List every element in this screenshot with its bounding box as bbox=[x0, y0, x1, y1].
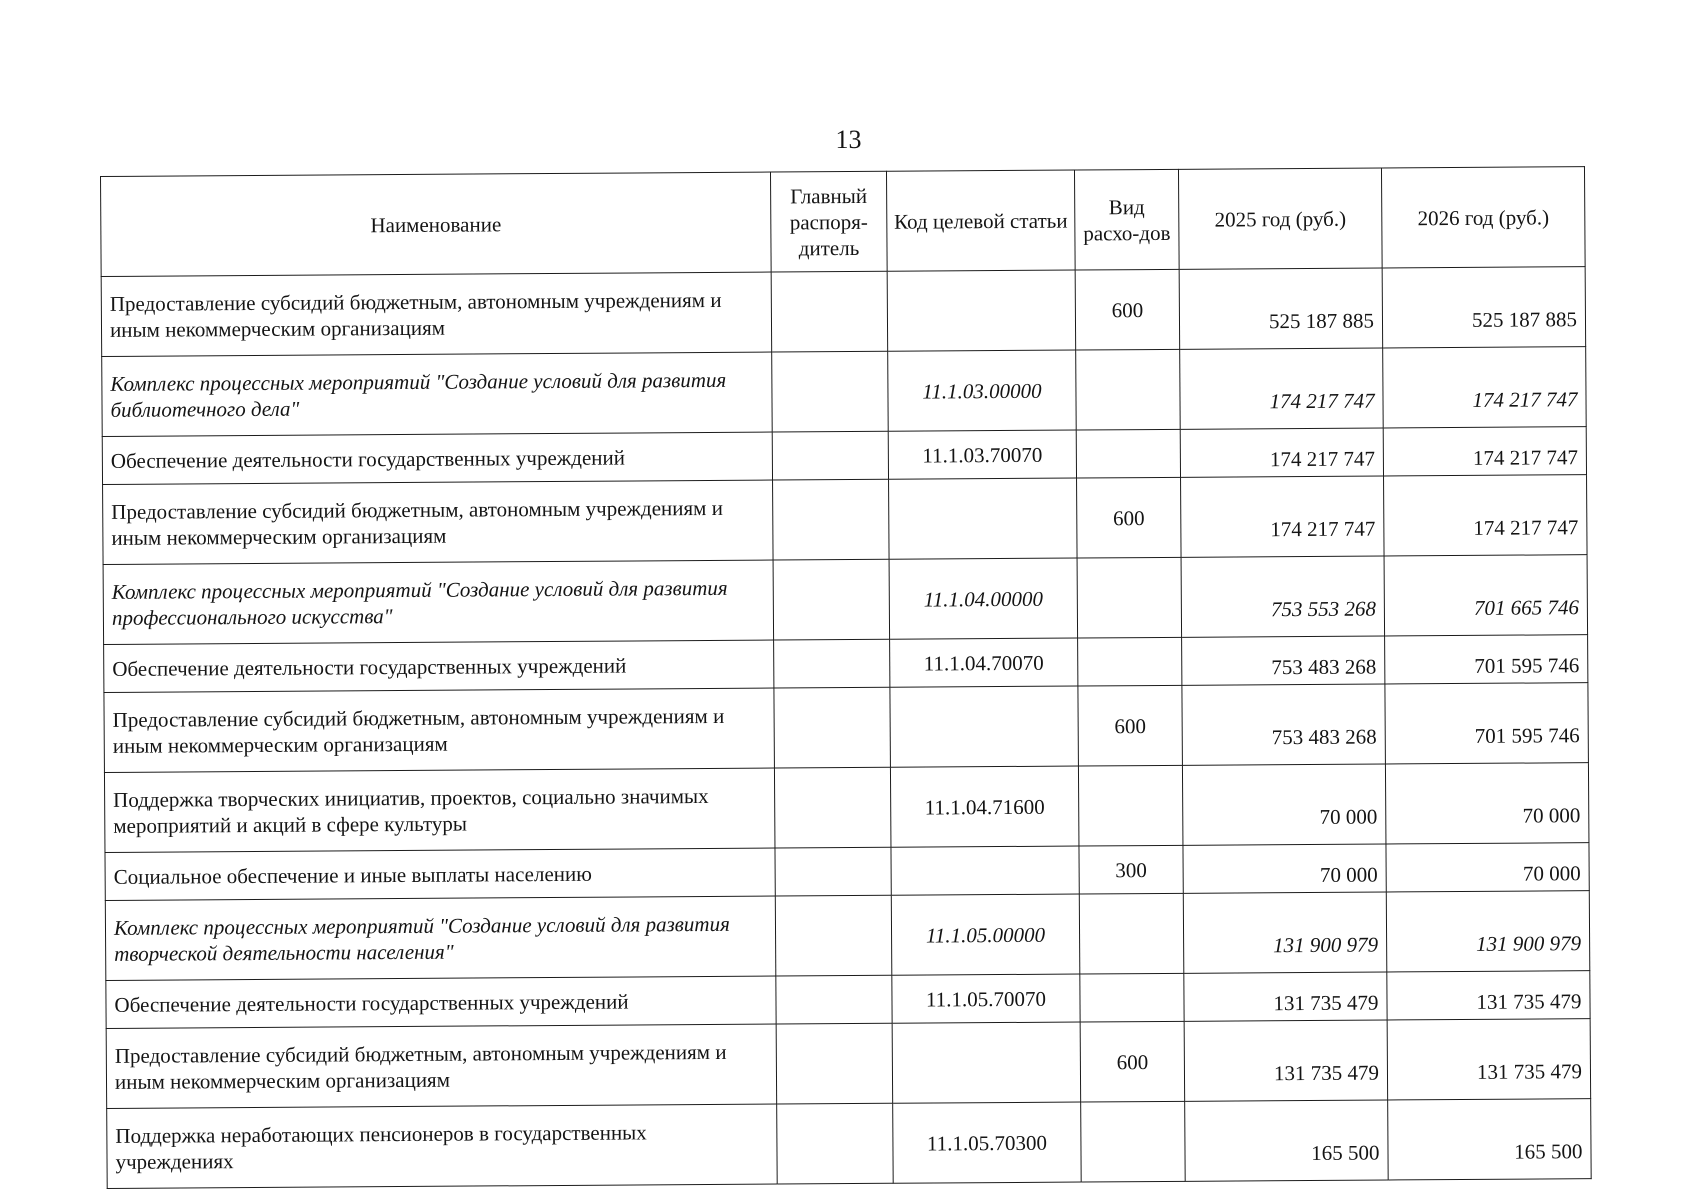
row-2026: 174 217 747 bbox=[1383, 347, 1587, 428]
row-manager bbox=[773, 479, 890, 560]
table-row bbox=[103, 555, 1587, 645]
row-type: 300 bbox=[1079, 845, 1183, 894]
row-2026: 701 595 746 bbox=[1385, 635, 1588, 684]
header-code: Код целевой статьи bbox=[886, 170, 1075, 271]
row-2026: 701 665 746 bbox=[1384, 555, 1588, 636]
row-manager bbox=[773, 559, 890, 640]
page-number: 13 bbox=[835, 125, 862, 154]
table-row bbox=[101, 267, 1585, 357]
row-2026: 70 000 bbox=[1386, 843, 1589, 892]
row-type: 600 bbox=[1080, 1021, 1185, 1102]
budget-table bbox=[100, 166, 1592, 1189]
row-code bbox=[890, 686, 1079, 767]
row-name: Социальное обеспечение и иные выплаты населению bbox=[105, 848, 775, 900]
row-code: 11.1.05.70070 bbox=[892, 974, 1080, 1023]
row-type bbox=[1079, 893, 1184, 974]
row-2026: 174 217 747 bbox=[1383, 427, 1586, 476]
row-manager bbox=[776, 975, 892, 1024]
row-manager bbox=[775, 847, 891, 896]
row-type: 600 bbox=[1075, 269, 1180, 350]
header-year-2025: 2025 год (руб.) bbox=[1178, 168, 1382, 269]
table-row bbox=[106, 1019, 1590, 1109]
row-2025: 753 553 268 bbox=[1181, 556, 1385, 637]
row-name: Обеспечение деятельности государственных учреждений bbox=[102, 432, 772, 484]
table-row bbox=[102, 347, 1586, 437]
row-type bbox=[1078, 637, 1182, 686]
row-type bbox=[1078, 765, 1183, 846]
header-year-2026: 2026 год (руб.) bbox=[1381, 167, 1585, 268]
row-code: 11.1.04.70070 bbox=[890, 638, 1078, 687]
row-name: Предоставление субсидий бюджетным, автономным учреждениям и иным некоммерческим организациям bbox=[101, 272, 772, 356]
row-2025: 131 735 479 bbox=[1184, 972, 1387, 1021]
row-2026: 525 187 885 bbox=[1382, 267, 1586, 348]
row-2025: 70 000 bbox=[1183, 844, 1386, 893]
row-manager bbox=[777, 1103, 894, 1184]
row-2025: 174 217 747 bbox=[1180, 428, 1383, 477]
row-2025: 174 217 747 bbox=[1180, 348, 1384, 429]
row-2026: 70 000 bbox=[1385, 763, 1589, 844]
row-2025: 131 900 979 bbox=[1183, 892, 1387, 973]
table-row bbox=[104, 683, 1588, 773]
row-2026: 165 500 bbox=[1388, 1099, 1592, 1180]
row-manager bbox=[774, 639, 890, 688]
row-code bbox=[891, 846, 1079, 895]
row-code: 11.1.05.00000 bbox=[891, 894, 1080, 975]
row-manager bbox=[774, 767, 891, 848]
row-type bbox=[1076, 429, 1180, 478]
table-row bbox=[103, 475, 1587, 565]
table-row bbox=[107, 1099, 1591, 1189]
row-name: Комплекс процессных мероприятий "Создание условий для развития творческой деятельности населения" bbox=[105, 896, 776, 980]
row-name: Предоставление субсидий бюджетным, автономным учреждениям и иным некоммерческим организациям bbox=[106, 1024, 777, 1108]
row-type bbox=[1081, 1101, 1186, 1182]
row-2025: 753 483 268 bbox=[1182, 684, 1386, 765]
row-2026: 131 900 979 bbox=[1386, 891, 1590, 972]
row-name: Обеспечение деятельности государственных учреждений bbox=[104, 640, 774, 692]
row-manager bbox=[772, 431, 888, 480]
row-code bbox=[889, 478, 1078, 559]
header-name: Наименование bbox=[101, 172, 772, 276]
row-manager bbox=[774, 687, 891, 768]
row-2026: 701 595 746 bbox=[1385, 683, 1589, 764]
table-header-row bbox=[101, 167, 1586, 277]
row-code: 11.1.03.70070 bbox=[888, 430, 1076, 479]
row-2025: 70 000 bbox=[1182, 764, 1386, 845]
row-type: 600 bbox=[1078, 685, 1183, 766]
row-2026: 131 735 479 bbox=[1387, 1019, 1591, 1100]
row-name: Поддержка творческих инициатив, проектов, социально значимых мероприятий и акций в сфере культуры bbox=[104, 768, 775, 852]
row-manager bbox=[776, 1023, 893, 1104]
row-code bbox=[892, 1022, 1081, 1103]
row-code: 11.1.04.71600 bbox=[890, 766, 1079, 847]
row-code bbox=[887, 270, 1076, 351]
row-manager bbox=[775, 895, 892, 976]
row-name: Предоставление субсидий бюджетным, автономным учреждениям и иным некоммерческим организациям bbox=[104, 688, 775, 772]
row-code: 11.1.05.70300 bbox=[893, 1102, 1082, 1183]
row-manager bbox=[771, 271, 888, 352]
row-name: Комплекс процессных мероприятий "Создание условий для развития профессионального искусства" bbox=[103, 560, 774, 644]
header-manager: Главный распоря-дитель bbox=[770, 171, 887, 272]
row-code: 11.1.04.00000 bbox=[889, 558, 1078, 639]
row-2025: 525 187 885 bbox=[1179, 268, 1383, 349]
row-2025: 165 500 bbox=[1185, 1100, 1389, 1181]
header-type: Вид расхо-дов bbox=[1074, 169, 1179, 270]
table-row bbox=[104, 763, 1588, 853]
row-2026: 174 217 747 bbox=[1384, 475, 1588, 556]
row-code: 11.1.03.00000 bbox=[888, 350, 1077, 431]
row-name: Комплекс процессных мероприятий "Создание условий для развития библиотечного дела" bbox=[102, 352, 773, 436]
row-2026: 131 735 479 bbox=[1387, 971, 1590, 1020]
row-name: Предоставление субсидий бюджетным, автономным учреждениям и иным некоммерческим организациям bbox=[103, 480, 774, 564]
row-type bbox=[1077, 557, 1182, 638]
row-manager bbox=[772, 351, 889, 432]
row-type bbox=[1080, 973, 1184, 1022]
row-2025: 131 735 479 bbox=[1184, 1020, 1388, 1101]
table-row bbox=[105, 891, 1589, 981]
row-type bbox=[1076, 349, 1181, 430]
row-2025: 753 483 268 bbox=[1182, 636, 1385, 685]
row-name: Обеспечение деятельности государственных учреждений bbox=[106, 976, 776, 1028]
row-type: 600 bbox=[1077, 477, 1182, 558]
row-name: Поддержка неработающих пенсионеров в государственных учреждениях bbox=[107, 1104, 778, 1188]
row-2025: 174 217 747 bbox=[1181, 476, 1385, 557]
